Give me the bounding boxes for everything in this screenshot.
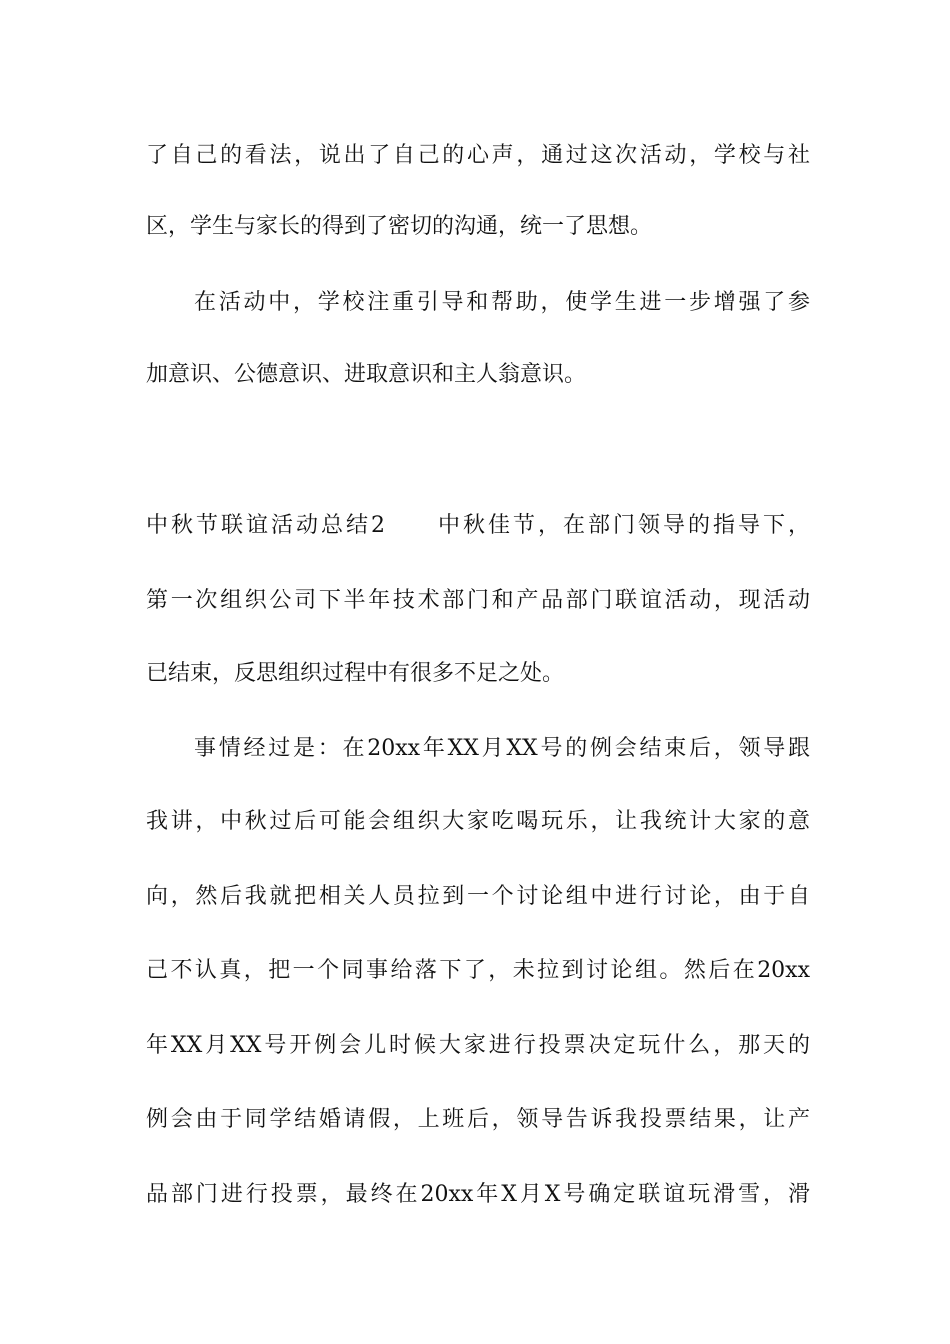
paragraph-first-line: 事情经过是：在20xx年XX月XX号的例会结束后，领导跟 bbox=[194, 736, 810, 761]
text-line: 区，学生与家长的得到了密切的沟通，统一了思想。 bbox=[146, 214, 653, 239]
text-line: 己不认真，把一个同事给落下了，未拉到讨论组。然后在20xx bbox=[146, 958, 810, 983]
text-line: 品部门进行投票，最终在20xx年X月X号确定联谊玩滑雪，滑 bbox=[146, 1182, 810, 1207]
text-line: 年XX月XX号开例会儿时候大家进行投票决定玩什么，那天的 bbox=[146, 1033, 810, 1058]
text-line: 我讲，中秋过后可能会组织大家吃喝玩乐，让我统计大家的意 bbox=[146, 809, 810, 834]
text-line: 例会由于同学结婚请假，上班后，领导告诉我投票结果，让产 bbox=[146, 1107, 810, 1132]
section-heading-line: 中秋节联谊活动总结2 中秋佳节，在部门领导的指导下， bbox=[146, 513, 810, 538]
text-line: 向，然后我就把相关人员拉到一个讨论组中进行讨论，由于自 bbox=[146, 884, 810, 909]
text-line: 已结束，反思组织过程中有很多不足之处。 bbox=[146, 661, 565, 686]
text-line: 第一次组织公司下半年技术部门和产品部门联谊活动，现活动 bbox=[146, 588, 810, 613]
paragraph-first-line: 在活动中，学校注重引导和帮助，使学生进一步增强了参 bbox=[194, 290, 810, 315]
text-line: 加意识、公德意识、进取意识和主人翁意识。 bbox=[146, 362, 587, 387]
text-line: 了自己的看法，说出了自己的心声，通过这次活动，学校与社 bbox=[146, 143, 810, 168]
